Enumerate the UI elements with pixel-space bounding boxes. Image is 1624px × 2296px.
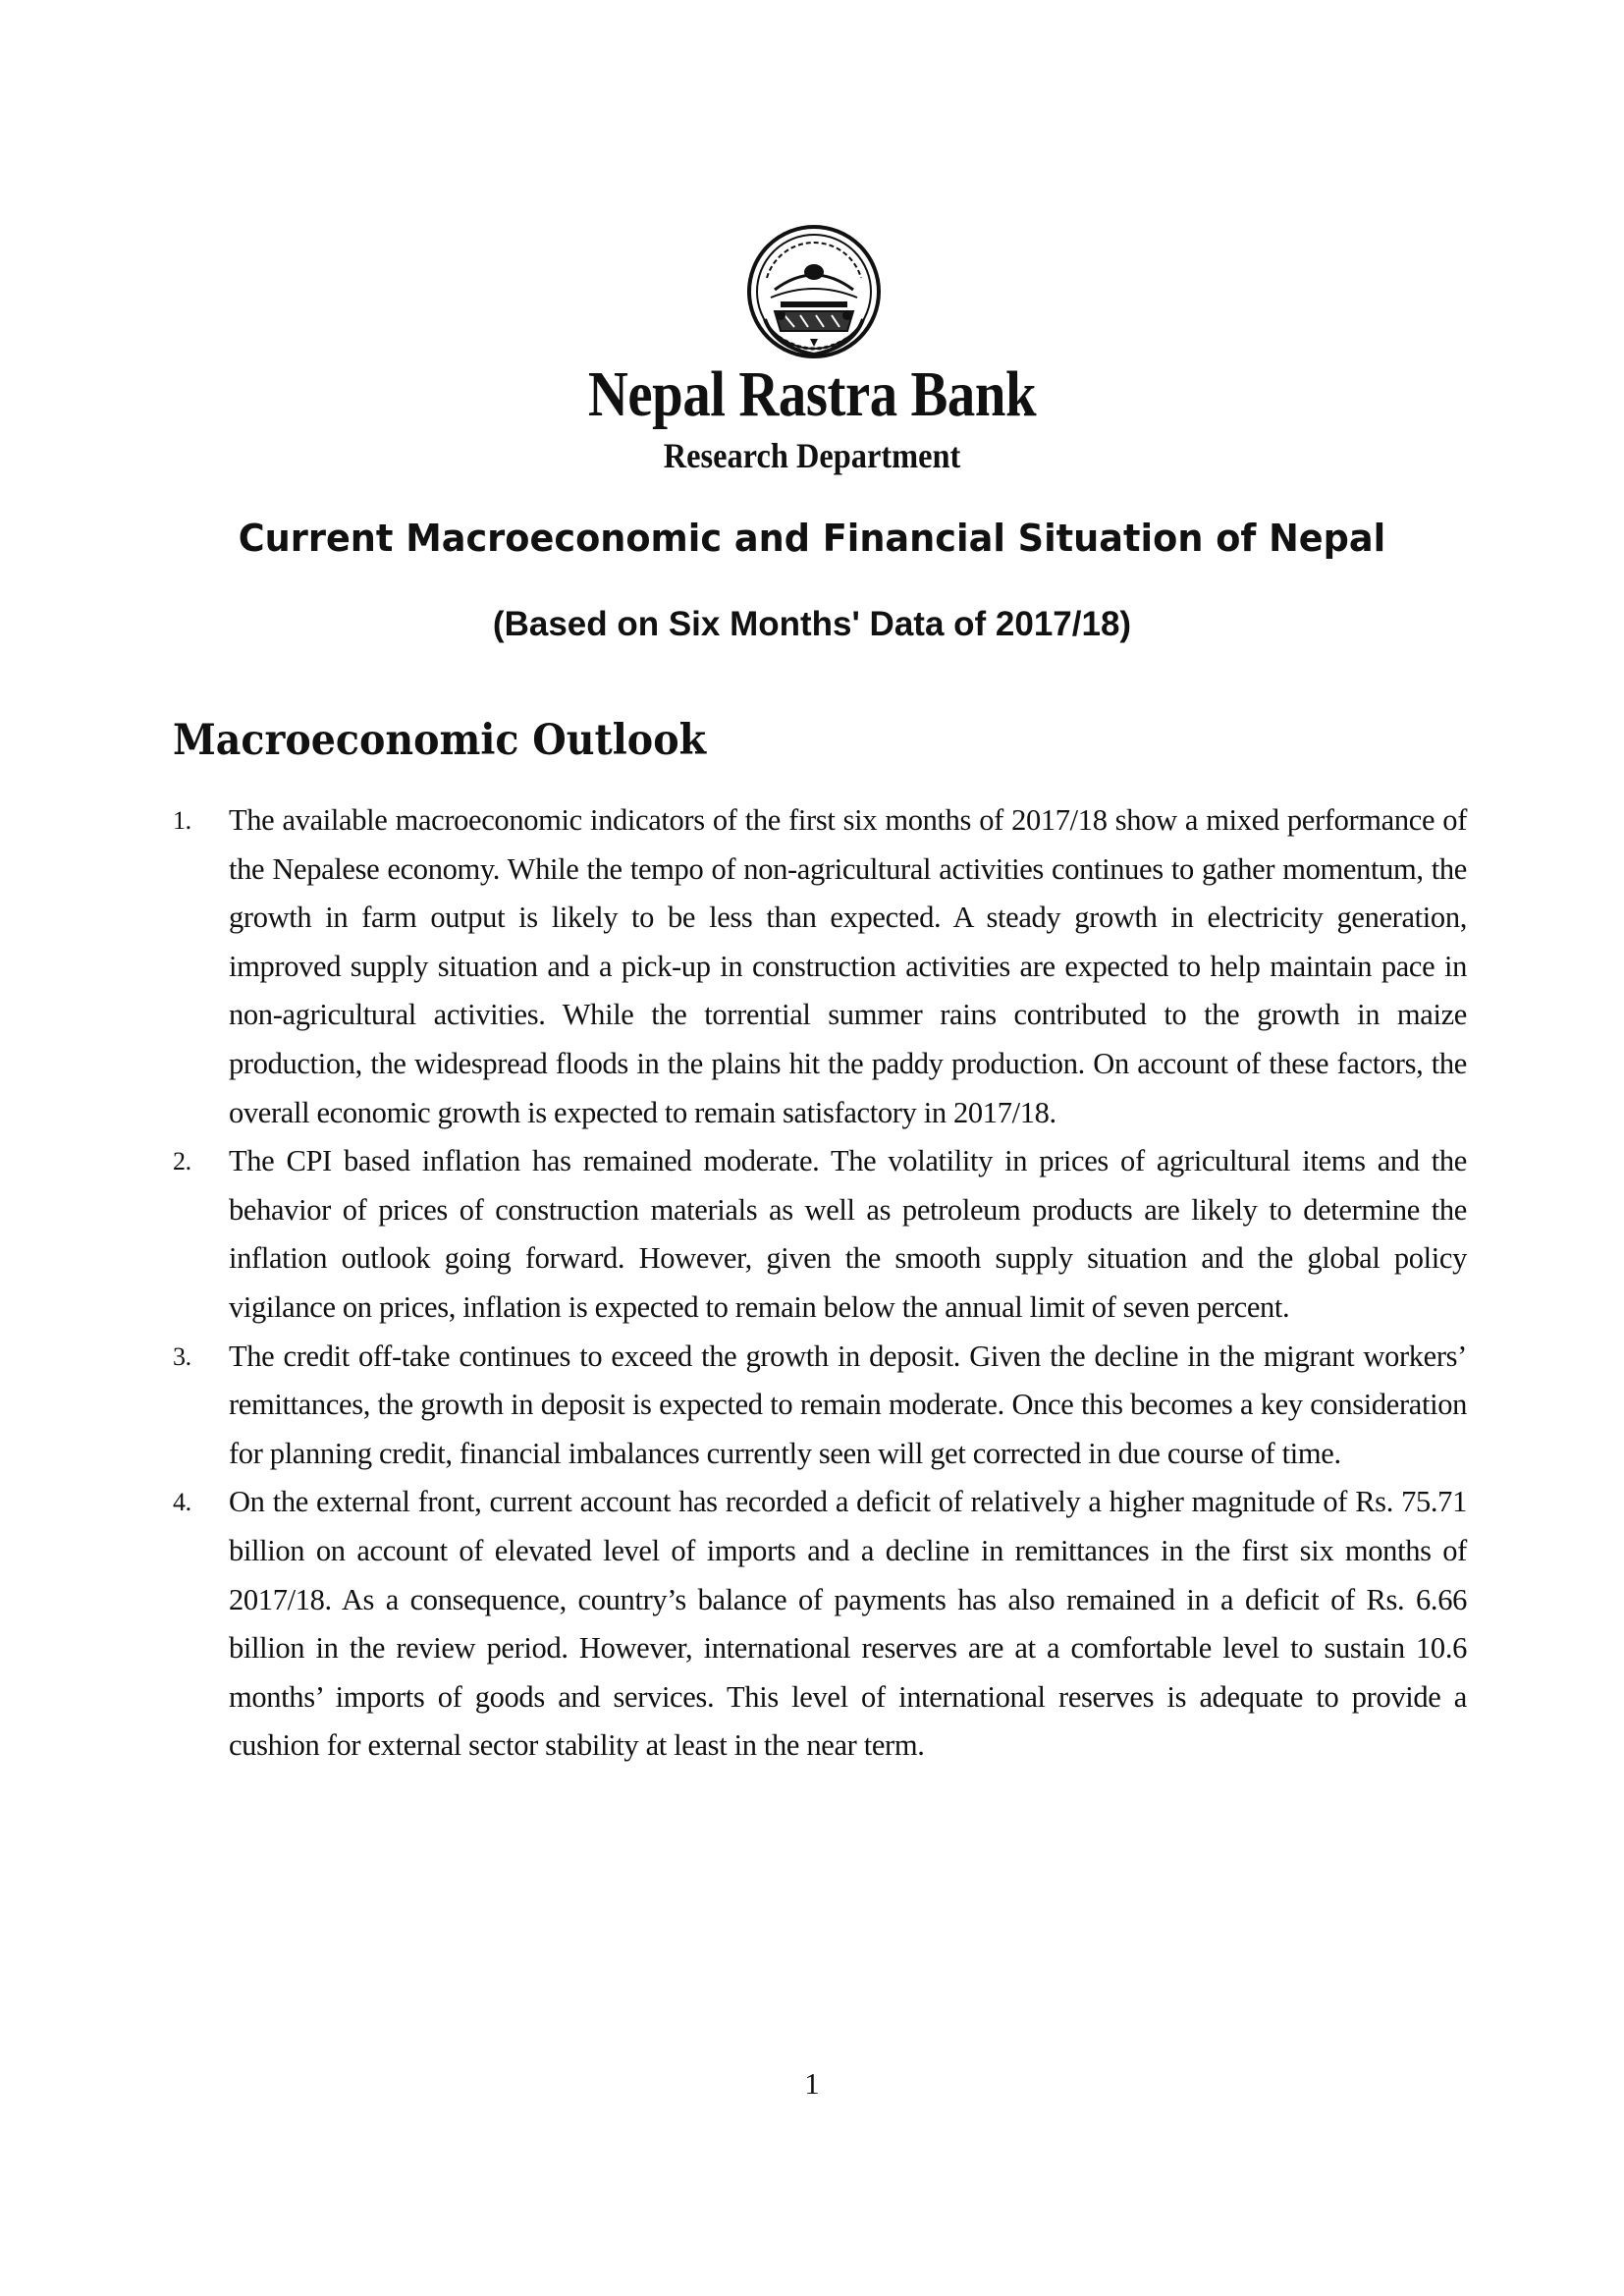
item-text: The CPI based inflation has remained moderate. The volatility in prices of agricultural items and the behavior of prices of construction materials as well as petroleum products are likely to determine the inflation outlook going forward. However, given the smooth supply situation and the global policy vigilance on prices, inflation is expected to remain below the annual limit of seven percent. (229, 1144, 1467, 1324)
report-title: Current Macroeconomic and Financial Situation of Nepal (238, 517, 1386, 560)
department-name: Research Department (663, 436, 961, 475)
bank-name: Nepal Rastra Bank (587, 358, 1037, 430)
report-subtitle: (Based on Six Months' Data of 2017/18) (492, 605, 1132, 643)
page-number: 1 (804, 2066, 820, 2101)
bank-seal-icon (744, 221, 884, 368)
outlook-list (173, 796, 1467, 1771)
list-item (173, 796, 1467, 1137)
item-number: 1. (173, 806, 191, 835)
item-number: 4. (173, 1488, 191, 1517)
item-text: On the external front, current account has recorded a deficit of relatively a higher magnitude of Rs. 75.71 billion on account of elevated level of imports and a decline in remittances in the first six months of 2017/18. As a consequence, country’s balance of payments has also remained in a deficit of Rs. 6.66 billion in the review period. However, international reserves are at a comfortable level to sustain 10.6 months’ imports of goods and services. This level of international reserves is adequate to provide a cushion for external sector stability at least in the near term. (229, 1485, 1467, 1763)
section-heading: Macroeconomic Outlook (173, 716, 706, 765)
item-number: 2. (173, 1147, 191, 1176)
list-item (173, 1478, 1467, 1771)
list-item (173, 1137, 1467, 1332)
item-number: 3. (173, 1341, 191, 1371)
list-item (173, 1333, 1467, 1479)
item-text: The available macroeconomic indicators of the first six months of 2017/18 show a mixed performance of the Nepalese economy. While the tempo of non-agricultural activities continues to gather momentum, the growth in farm output is likely to be less than expected. A steady growth in electricity generation, improved supply situation and a pick-up in construction activities are expected to help maintain pace in non-agricultural activities. While the torrential summer rains contributed to the growth in maize production, the widespread floods in the plains hit the paddy production. On account of these factors, the overall economic growth is expected to remain satisfactory in 2017/18. (229, 803, 1467, 1129)
item-text: The credit off-take continues to exceed the growth in deposit. Given the decline in the migrant workers’ remittances, the growth in deposit is expected to remain moderate. Once this becomes a key consideration for planning credit, financial imbalances currently seen will get corrected in due course of time. (229, 1339, 1467, 1470)
